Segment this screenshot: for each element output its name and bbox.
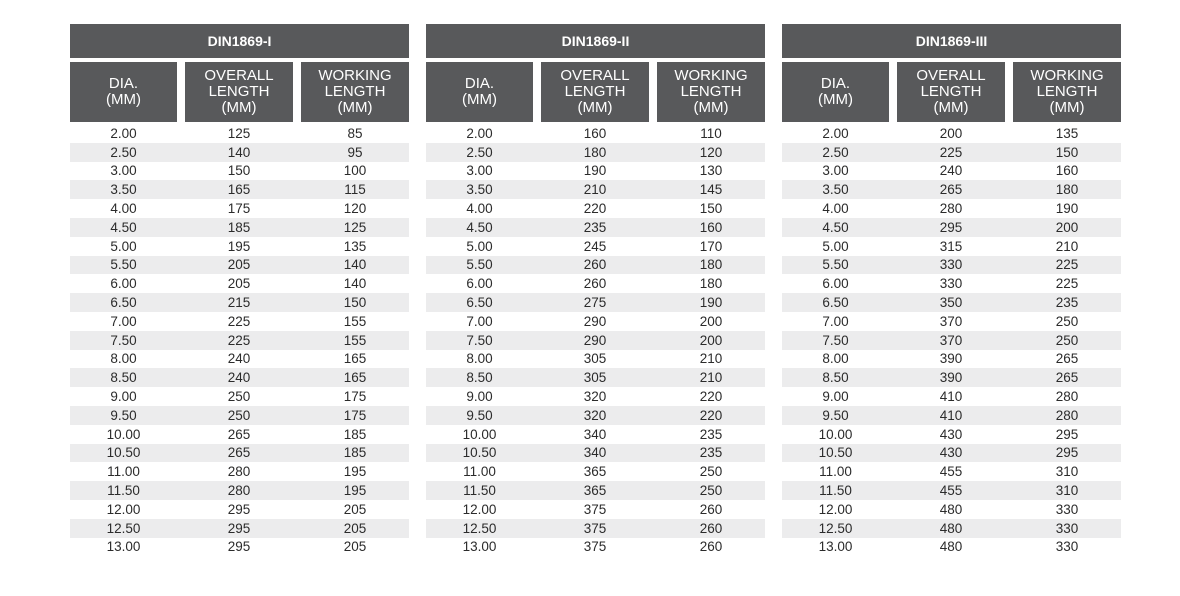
dia-cell: 7.00 (822, 313, 849, 329)
table-row (70, 368, 409, 387)
working-length-cell: 210 (699, 351, 723, 367)
table-row (70, 406, 409, 425)
overall-length-cell: 250 (227, 407, 251, 423)
working-length-cell: 190 (1055, 201, 1079, 217)
dia-cell: 8.00 (466, 351, 493, 367)
working-length-cell: 310 (1055, 483, 1079, 499)
working-length-cell: 165 (343, 351, 367, 367)
overall-length-header: OVERALL LENGTH (MM) (185, 62, 293, 122)
overall-length-cell: 205 (227, 276, 251, 292)
table-row (782, 162, 1121, 181)
overall-length-cell: 340 (583, 426, 607, 442)
table-row (426, 218, 765, 237)
overall-length-cell: 295 (227, 539, 251, 555)
table-row (70, 481, 409, 500)
working-length-cell: 265 (1055, 351, 1079, 367)
working-length-cell: 225 (1055, 276, 1079, 292)
overall-length-cell: 295 (939, 219, 963, 235)
table-row (782, 368, 1121, 387)
working-length-cell: 200 (699, 313, 723, 329)
table-row (70, 199, 409, 218)
dia-cell: 5.00 (466, 238, 493, 254)
working-length-cell: 155 (343, 332, 367, 348)
working-length-header: WORKING LENGTH (MM) (657, 62, 765, 122)
working-length-cell: 235 (1055, 295, 1079, 311)
table-row (426, 143, 765, 162)
overall-length-cell: 430 (939, 445, 963, 461)
dia-cell: 5.50 (822, 257, 849, 273)
table-row (426, 481, 765, 500)
overall-length-cell: 390 (939, 370, 963, 386)
working-length-cell: 175 (343, 389, 367, 405)
overall-length-cell: 180 (583, 144, 607, 160)
column-headers (70, 62, 409, 122)
working-length-cell: 145 (699, 182, 723, 198)
working-length-header: WORKING LENGTH (MM) (1013, 62, 1121, 122)
dia-cell: 7.50 (110, 332, 137, 348)
overall-length-cell: 140 (227, 144, 251, 160)
overall-length-cell: 480 (939, 520, 963, 536)
working-length-cell: 220 (699, 407, 723, 423)
din-table-1 (70, 24, 409, 556)
din-tables-container (70, 24, 1121, 556)
table-row (782, 274, 1121, 293)
working-length-cell: 250 (699, 464, 723, 480)
table-row (70, 519, 409, 538)
table-row (782, 143, 1121, 162)
overall-length-cell: 290 (583, 313, 607, 329)
overall-length-cell: 275 (583, 295, 607, 311)
din-table-3 (782, 24, 1121, 556)
dia-cell: 3.00 (466, 163, 493, 179)
table-row (426, 444, 765, 463)
overall-length-header: OVERALL LENGTH (MM) (541, 62, 649, 122)
table-row (782, 256, 1121, 275)
dia-cell: 4.00 (822, 201, 849, 217)
overall-length-cell: 340 (583, 445, 607, 461)
working-length-cell: 180 (1055, 182, 1079, 198)
dia-cell: 10.00 (818, 426, 853, 442)
working-length-cell: 310 (1055, 464, 1079, 480)
dia-cell: 4.00 (110, 201, 137, 217)
table-row (426, 406, 765, 425)
overall-length-cell: 305 (583, 370, 607, 386)
overall-length-cell: 455 (939, 483, 963, 499)
dia-cell: 8.50 (110, 370, 137, 386)
working-length-cell: 250 (699, 483, 723, 499)
dia-cell: 6.50 (110, 295, 137, 311)
overall-length-cell: 305 (583, 351, 607, 367)
working-length-cell: 235 (699, 426, 723, 442)
working-length-cell: 235 (699, 445, 723, 461)
dia-cell: 5.00 (110, 238, 137, 254)
table-row (426, 237, 765, 256)
working-length-cell: 160 (1055, 163, 1079, 179)
working-length-cell: 205 (343, 520, 367, 536)
working-length-cell: 115 (344, 182, 366, 198)
working-length-cell: 205 (343, 539, 367, 555)
working-length-cell: 250 (1055, 313, 1079, 329)
overall-length-cell: 365 (583, 483, 607, 499)
dia-cell: 5.50 (466, 257, 493, 273)
working-length-cell: 195 (343, 483, 367, 499)
working-length-cell: 170 (699, 238, 723, 254)
dia-cell: 13.00 (462, 539, 497, 555)
table-row (70, 387, 409, 406)
overall-length-cell: 175 (227, 201, 251, 217)
table-row (782, 293, 1121, 312)
table-row (70, 425, 409, 444)
working-length-cell: 165 (343, 370, 367, 386)
dia-cell: 6.00 (822, 276, 849, 292)
overall-length-cell: 215 (227, 295, 251, 311)
working-length-cell: 195 (343, 464, 367, 480)
table-body (70, 124, 409, 556)
working-length-cell: 225 (1055, 257, 1079, 273)
overall-length-cell: 160 (583, 125, 607, 141)
dia-cell: 11.00 (107, 464, 140, 480)
dia-cell: 9.50 (466, 407, 493, 423)
working-length-cell: 95 (347, 144, 363, 160)
table-row (426, 199, 765, 218)
overall-length-cell: 315 (939, 238, 963, 254)
table-row (70, 237, 409, 256)
dia-cell: 12.50 (462, 520, 497, 536)
working-length-cell: 220 (699, 389, 723, 405)
table-row (782, 180, 1121, 199)
dia-cell: 6.00 (110, 276, 137, 292)
dia-cell: 3.50 (466, 182, 493, 198)
dia-cell: 9.50 (110, 407, 137, 423)
overall-length-cell: 190 (583, 163, 607, 179)
overall-length-cell: 410 (939, 389, 963, 405)
overall-length-cell: 240 (939, 163, 963, 179)
working-length-cell: 280 (1055, 389, 1079, 405)
overall-length-cell: 370 (939, 313, 963, 329)
working-length-cell: 295 (1055, 445, 1079, 461)
overall-length-cell: 150 (227, 163, 251, 179)
dia-cell: 11.50 (107, 483, 140, 499)
overall-length-cell: 350 (939, 295, 963, 311)
overall-length-cell: 280 (227, 464, 251, 480)
dia-cell: 5.50 (110, 257, 137, 273)
table-title: DIN1869-II (426, 24, 765, 58)
table-row (426, 331, 765, 350)
table-row (782, 387, 1121, 406)
dia-cell: 9.00 (466, 389, 493, 405)
working-length-cell: 160 (699, 219, 723, 235)
dia-cell: 11.00 (463, 464, 496, 480)
working-length-cell: 180 (699, 276, 723, 292)
table-row (782, 425, 1121, 444)
table-row (426, 293, 765, 312)
overall-length-cell: 375 (583, 501, 607, 517)
din-table-2 (426, 24, 765, 556)
working-length-cell: 280 (1055, 407, 1079, 423)
working-length-cell: 205 (343, 501, 367, 517)
column-headers (426, 62, 765, 122)
overall-length-cell: 455 (939, 464, 963, 480)
table-title: DIN1869-I (70, 24, 409, 58)
working-length-cell: 150 (699, 201, 723, 217)
overall-length-cell: 370 (939, 332, 963, 348)
working-length-cell: 125 (343, 219, 367, 235)
dia-cell: 4.50 (466, 219, 493, 235)
dia-cell: 2.50 (466, 144, 493, 160)
table-row (426, 387, 765, 406)
table-row (426, 162, 765, 181)
working-length-cell: 260 (699, 520, 723, 536)
table-row (782, 237, 1121, 256)
table-row (70, 331, 409, 350)
overall-length-cell: 165 (227, 182, 251, 198)
dia-cell: 7.00 (466, 313, 493, 329)
table-row (70, 274, 409, 293)
table-row (782, 218, 1121, 237)
working-length-cell: 190 (699, 295, 723, 311)
table-row (426, 256, 765, 275)
working-length-cell: 200 (1055, 219, 1079, 235)
table-row (70, 350, 409, 369)
table-row (70, 538, 409, 557)
table-body (426, 124, 765, 556)
dia-cell: 6.00 (466, 276, 493, 292)
dia-cell: 2.00 (822, 125, 849, 141)
table-row (426, 462, 765, 481)
overall-length-cell: 205 (227, 257, 251, 273)
overall-length-cell: 260 (583, 257, 607, 273)
dia-cell: 10.50 (462, 445, 497, 461)
overall-length-cell: 240 (227, 351, 251, 367)
dia-cell: 13.00 (818, 539, 853, 555)
overall-length-cell: 430 (939, 426, 963, 442)
dia-cell: 6.50 (822, 295, 849, 311)
working-length-cell: 295 (1055, 426, 1079, 442)
dia-cell: 9.50 (822, 407, 849, 423)
dia-cell: 7.00 (110, 313, 137, 329)
table-row (426, 368, 765, 387)
overall-length-cell: 375 (583, 539, 607, 555)
table-body (782, 124, 1121, 556)
overall-length-cell: 480 (939, 501, 963, 517)
overall-length-cell: 260 (583, 276, 607, 292)
dia-cell: 3.50 (110, 182, 137, 198)
dia-cell: 13.00 (106, 539, 141, 555)
table-row (70, 218, 409, 237)
overall-length-cell: 295 (227, 501, 251, 517)
working-length-cell: 135 (1055, 125, 1079, 141)
dia-cell: 7.50 (822, 332, 849, 348)
table-row (782, 500, 1121, 519)
dia-cell: 10.00 (106, 426, 141, 442)
working-length-cell: 150 (343, 295, 367, 311)
overall-length-cell: 265 (227, 426, 251, 442)
dia-cell: 11.00 (819, 464, 852, 480)
overall-length-cell: 365 (583, 464, 607, 480)
dia-cell: 2.50 (822, 144, 849, 160)
dia-cell: 4.00 (466, 201, 493, 217)
working-length-cell: 175 (343, 407, 367, 423)
dia-header: DIA. (MM) (426, 62, 533, 122)
working-length-cell: 140 (343, 276, 367, 292)
working-length-cell: 150 (1055, 144, 1079, 160)
dia-header: DIA. (MM) (782, 62, 889, 122)
table-row (782, 462, 1121, 481)
overall-length-cell: 290 (583, 332, 607, 348)
table-row (782, 406, 1121, 425)
working-length-cell: 180 (699, 257, 723, 273)
working-length-cell: 100 (343, 163, 367, 179)
dia-header: DIA. (MM) (70, 62, 177, 122)
working-length-cell: 330 (1055, 501, 1079, 517)
dia-cell: 10.50 (818, 445, 853, 461)
overall-length-cell: 390 (939, 351, 963, 367)
overall-length-cell: 225 (939, 144, 963, 160)
working-length-cell: 210 (1055, 238, 1079, 254)
dia-cell: 5.00 (822, 238, 849, 254)
overall-length-header: OVERALL LENGTH (MM) (897, 62, 1005, 122)
working-length-cell: 210 (699, 370, 723, 386)
working-length-cell: 330 (1055, 539, 1079, 555)
overall-length-cell: 410 (939, 407, 963, 423)
dia-cell: 12.00 (818, 501, 853, 517)
working-length-cell: 110 (700, 125, 722, 141)
dia-cell: 2.50 (110, 144, 137, 160)
dia-cell: 2.00 (110, 125, 137, 141)
working-length-cell: 140 (343, 257, 367, 273)
working-length-cell: 185 (343, 445, 367, 461)
table-row (70, 162, 409, 181)
working-length-cell: 120 (343, 201, 367, 217)
overall-length-cell: 280 (939, 201, 963, 217)
table-row (782, 519, 1121, 538)
table-title: DIN1869-III (782, 24, 1121, 58)
working-length-cell: 250 (1055, 332, 1079, 348)
dia-cell: 11.50 (463, 483, 496, 499)
overall-length-cell: 375 (583, 520, 607, 536)
table-row (782, 124, 1121, 143)
working-length-cell: 85 (347, 125, 363, 141)
working-length-header: WORKING LENGTH (MM) (301, 62, 409, 122)
dia-cell: 12.00 (106, 501, 141, 517)
table-row (782, 199, 1121, 218)
dia-cell: 3.50 (822, 182, 849, 198)
table-row (426, 538, 765, 557)
overall-length-cell: 280 (227, 483, 251, 499)
table-row (70, 312, 409, 331)
table-row (70, 143, 409, 162)
overall-length-cell: 330 (939, 257, 963, 273)
overall-length-cell: 265 (227, 445, 251, 461)
table-row (426, 180, 765, 199)
dia-cell: 12.00 (462, 501, 497, 517)
table-row (782, 538, 1121, 557)
dia-cell: 6.50 (466, 295, 493, 311)
dia-cell: 8.00 (110, 351, 137, 367)
dia-cell: 10.50 (106, 445, 141, 461)
dia-cell: 8.50 (822, 370, 849, 386)
overall-length-cell: 480 (939, 539, 963, 555)
overall-length-cell: 295 (227, 520, 251, 536)
overall-length-cell: 320 (583, 407, 607, 423)
table-row (70, 180, 409, 199)
dia-cell: 9.00 (822, 389, 849, 405)
dia-cell: 8.50 (466, 370, 493, 386)
table-row (782, 331, 1121, 350)
table-row (426, 312, 765, 331)
overall-length-cell: 240 (227, 370, 251, 386)
dia-cell: 10.00 (462, 426, 497, 442)
overall-length-cell: 225 (227, 313, 251, 329)
table-row (426, 425, 765, 444)
working-length-cell: 260 (699, 501, 723, 517)
overall-length-cell: 195 (227, 238, 251, 254)
column-headers (782, 62, 1121, 122)
dia-cell: 2.00 (466, 125, 493, 141)
overall-length-cell: 265 (939, 182, 963, 198)
dia-cell: 11.50 (819, 483, 852, 499)
working-length-cell: 120 (699, 144, 723, 160)
table-row (70, 124, 409, 143)
working-length-cell: 155 (343, 313, 367, 329)
dia-cell: 12.50 (106, 520, 141, 536)
table-row (70, 500, 409, 519)
table-row (782, 312, 1121, 331)
working-length-cell: 130 (699, 163, 723, 179)
table-row (426, 500, 765, 519)
overall-length-cell: 225 (227, 332, 251, 348)
table-row (782, 481, 1121, 500)
table-row (426, 274, 765, 293)
overall-length-cell: 330 (939, 276, 963, 292)
overall-length-cell: 210 (583, 182, 607, 198)
dia-cell: 4.50 (110, 219, 137, 235)
table-row (426, 350, 765, 369)
overall-length-cell: 245 (583, 238, 607, 254)
dia-cell: 3.00 (110, 163, 137, 179)
overall-length-cell: 235 (583, 219, 607, 235)
table-row (782, 444, 1121, 463)
working-length-cell: 135 (343, 238, 367, 254)
overall-length-cell: 320 (583, 389, 607, 405)
working-length-cell: 185 (343, 426, 367, 442)
dia-cell: 9.00 (110, 389, 137, 405)
table-row (782, 350, 1121, 369)
table-row (426, 519, 765, 538)
overall-length-cell: 220 (583, 201, 607, 217)
working-length-cell: 260 (699, 539, 723, 555)
dia-cell: 3.00 (822, 163, 849, 179)
dia-cell: 8.00 (822, 351, 849, 367)
working-length-cell: 330 (1055, 520, 1079, 536)
table-row (70, 462, 409, 481)
dia-cell: 7.50 (466, 332, 493, 348)
overall-length-cell: 200 (939, 125, 963, 141)
working-length-cell: 265 (1055, 370, 1079, 386)
table-row (70, 293, 409, 312)
working-length-cell: 200 (699, 332, 723, 348)
overall-length-cell: 125 (227, 125, 251, 141)
dia-cell: 4.50 (822, 219, 849, 235)
table-row (70, 256, 409, 275)
table-row (426, 124, 765, 143)
overall-length-cell: 250 (227, 389, 251, 405)
table-row (70, 444, 409, 463)
overall-length-cell: 185 (227, 219, 251, 235)
dia-cell: 12.50 (818, 520, 853, 536)
